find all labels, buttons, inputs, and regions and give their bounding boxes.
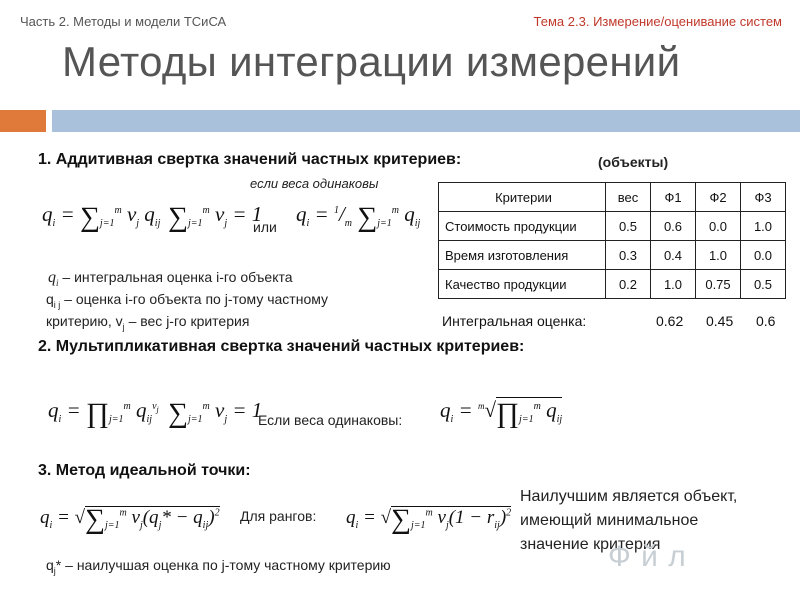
table-cell: 0.3 [606,241,651,270]
definition-qi: $q_i$ – интегральная оценка i-го объекта [48,269,293,289]
best-object-line2: имеющий минимальное [520,512,699,529]
table-header-cell: Ф1 [651,183,696,212]
additive-formula: $q_i = \sum_{j=1}^m$ $v_j$ $q_{ij}$ [42,202,161,233]
weights-equal-note: если веса одинаковы [250,176,379,191]
table-cell: Стоимость продукции [439,212,606,241]
ranks-formula: $q_i = √\sum_{j=1}^m$ $v_j(1 - r_{ij})^2$ [346,504,512,535]
table-cell: 1.0 [696,241,741,270]
definition-qij: $q_{i j}$ – оценка i-го объекта по j-тому частному [46,291,329,310]
weights-sum-formula: $\sum_{j=1}^m$ $v_j = 1$ [168,202,263,233]
page-title: Методы интеграции измерений [62,38,681,85]
table-cell: 1.0 [741,212,786,241]
section2-heading: 2. Мультипликативная свертка значений частных критериев: [38,338,525,355]
table-row [439,241,786,270]
table-cell: Качество продукции [439,270,606,299]
additive-equal-formula: $q_i = ^1/_m$ $\sum_{j=1}^m$ $q_{ij}$ [296,202,421,233]
part-label: Часть 2. Методы и модели ТСиСА [20,14,227,29]
footnote-best-estimate: $q_j*$ – наилучшая оценка по j-тому частному критерию [46,557,391,576]
table-cell: 0.6 [651,212,696,241]
topic-label: Тема 2.3. Измерение/оценивание систем [533,14,782,29]
table-cell: 0.2 [606,270,651,299]
ranks-label: Для рангов: [240,508,317,524]
ideal-point-formula: $q_i = √\sum_{j=1}^m$ $v_j(q_j* - q_{ij})^2$ [40,504,220,535]
table-cell: 0.4 [651,241,696,270]
table-cell: 0.5 [741,270,786,299]
table-cell: 0.0 [696,212,741,241]
table-cell: 0.0 [741,241,786,270]
table-cell: 1.0 [651,270,696,299]
table-cell: 0.5 [606,212,651,241]
section1-heading: 1. Аддитивная свертка значений частных критериев: [38,151,462,168]
table-row [439,270,786,299]
section3-heading: 3. Метод идеальной точки: [38,462,251,479]
multiplicative-formula: $q_i$ = $\prod_{j=1}^m$ $q_{ij}^{v_j}$ [48,398,159,429]
integral-label: Интегральная оценка: [442,313,587,329]
integral-value-f1: 0.62 [656,313,684,329]
integral-value-f2: 0.45 [706,313,734,329]
table-cell: Время изготовления [439,241,606,270]
table-row [439,212,786,241]
multiplicative-equal-formula: $q_i$ = $^m√\prod_{j=1}^m$ $q_{ij}$ [440,398,563,429]
criteria-table [438,182,786,299]
watermark-logo: Ф й л [608,540,687,573]
integral-value-f3: 0.6 [756,313,776,329]
table-cell: 0.75 [696,270,741,299]
or-label: или [253,219,277,235]
best-object-line3: значение критерия [520,536,661,553]
table-header-cell: Критерии [439,183,606,212]
accent-bar-orange [0,110,46,132]
table-header-cell: вес [606,183,651,212]
weights-equal-note-2: Если веса одинаковы: [258,412,403,428]
definition-vj: критерию, $v_j$ – вес j-го критерия [46,313,250,332]
table-header-row [439,183,786,212]
objects-label: (объекты) [598,154,669,170]
accent-bar-blue [52,110,800,132]
table-header-cell: Ф3 [741,183,786,212]
table-header-cell: Ф2 [696,183,741,212]
best-object-line1: Наилучшим является объект, [520,488,738,505]
weights-sum-formula-2: $\sum_{j=1}^m$ $v_j = 1$ [168,398,263,429]
criteria-table-wrap [438,182,786,299]
